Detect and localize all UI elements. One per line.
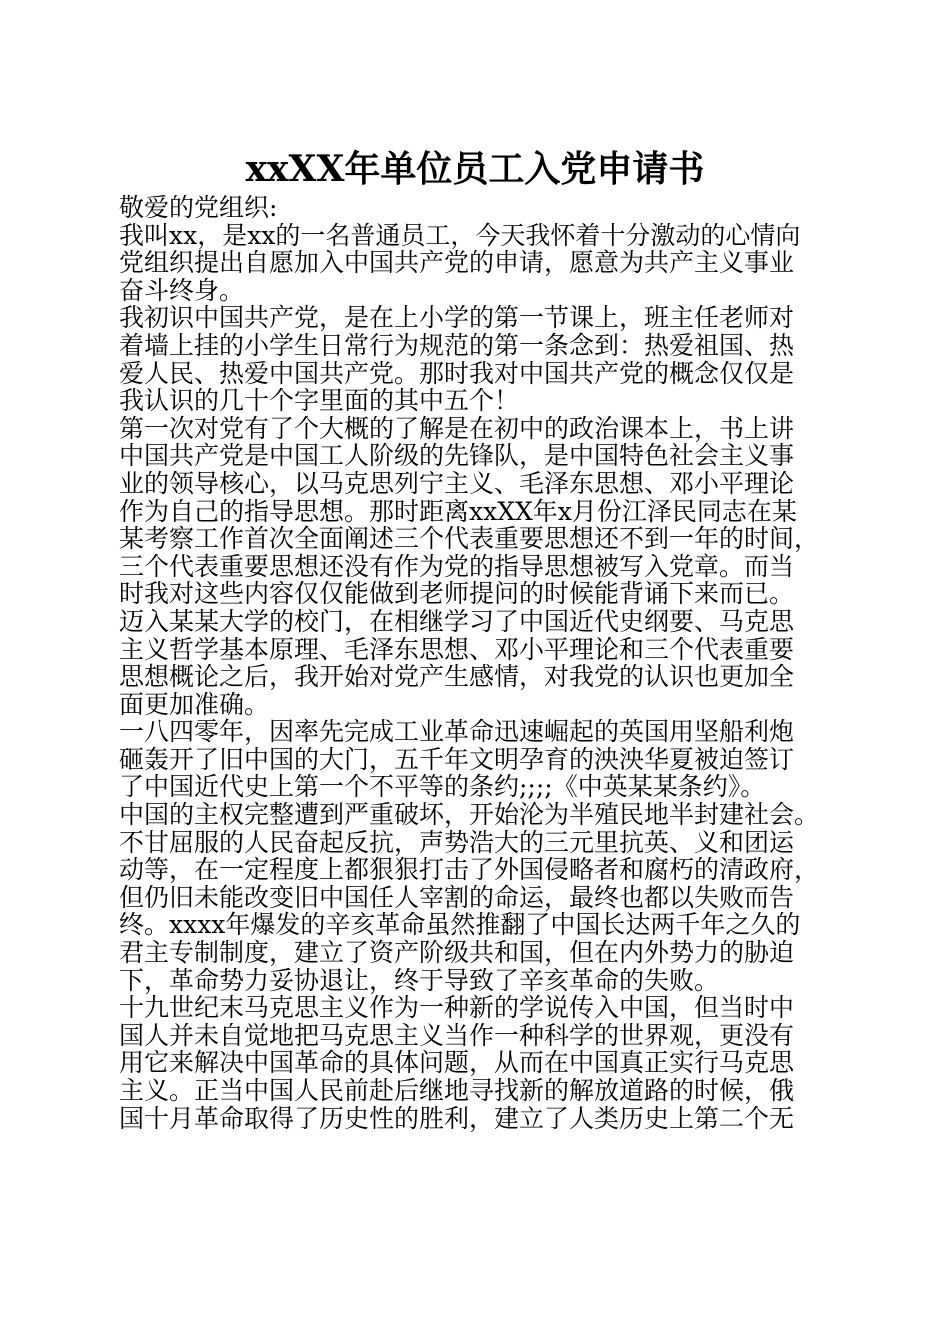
text-line: 三个代表重要思想还没有作为党的指导思想被写入党章。而当 xyxy=(119,551,795,581)
text-line: 我叫xx，是xx的一名普通员工，今天我怀着十分激动的心情向 xyxy=(119,220,801,250)
text-line: 第一次对党有了个大概的了解是在初中的政治课本上，书上讲 xyxy=(119,413,795,443)
text-line: 但仍旧未能改变旧中国任人宰割的命运，最终也都以失败而告 xyxy=(119,882,795,912)
text-line: 砸轰开了旧中国的大门，五千年文明孕育的泱泱华夏被迫签订 xyxy=(119,744,795,774)
text-line: 某考察工作首次全面阐述三个代表重要思想还不到一年的时间， xyxy=(119,524,820,554)
text-line: 着墙上挂的小学生日常行为规范的第一条念到：热爱祖国、热 xyxy=(119,330,795,360)
text-line: 用它来解决中国革命的具体问题，从而在中国真正实行马克思 xyxy=(119,1048,795,1078)
text-line: 时我对这些内容仅仅能做到老师提问的时候能背诵下来而已。 xyxy=(119,579,795,609)
text-line: 中国共产党是中国工人阶级的先锋队，是中国特色社会主义事 xyxy=(119,441,795,471)
text-line: 不甘屈服的人民奋起反抗，声势浩大的三元里抗英、义和团运 xyxy=(119,827,795,857)
text-line: 下，革命势力妥协退让，终于导致了辛亥革命的失败。 xyxy=(119,965,720,995)
text-line: 业的领导核心，以马克思列宁主义、毛泽东思想、邓小平理论 xyxy=(119,468,795,498)
text-line: 中国的主权完整遭到严重破坏，开始沦为半殖民地半封建社会。 xyxy=(119,800,820,830)
text-line: 面更加准确。 xyxy=(119,689,270,719)
text-line: 终。xxxx年爆发的辛亥革命虽然推翻了中国长达两千年之久的 xyxy=(119,910,801,940)
text-line: 十九世纪末马克思主义作为一种新的学说传入中国，但当时中 xyxy=(119,993,795,1023)
text-line: 思想概论之后，我开始对党产生感情，对我党的认识也更加全 xyxy=(119,662,795,692)
text-line: 奋斗终身。 xyxy=(119,275,245,305)
text-line: 国十月革命取得了历史性的胜利，建立了人类历史上第二个无 xyxy=(119,1103,795,1133)
text-line: 迈入某某大学的校门，在相继学习了中国近代史纲要、马克思 xyxy=(119,606,795,636)
text-line: 作为自己的指导思想。那时距离xxXX年x月份江泽民同志在某 xyxy=(119,496,797,526)
text-line: 了中国近代史上第一个不平等的条约;;;;《中英某某条约》。 xyxy=(119,772,766,802)
text-line: 爱人民、热爱中国共产党。那时我对中国共产党的概念仅仅是 xyxy=(119,358,795,388)
text-line: 主义。正当中国人民前赴后继地寻找新的解放道路的时候，俄 xyxy=(119,1076,795,1105)
text-line: 党组织提出自愿加入中国共产党的申请，愿意为共产主义事业 xyxy=(119,248,795,278)
text-line: 敬爱的党组织: xyxy=(119,193,278,222)
document-body xyxy=(119,194,839,1132)
text-line: 主义哲学基本原理、毛泽东思想、邓小平理论和三个代表重要 xyxy=(119,634,795,664)
text-line: 一八四零年，因率先完成工业革命迅速崛起的英国用坚船利炮 xyxy=(119,717,795,747)
text-line: 君主专制制度，建立了资产阶级共和国，但在内外势力的胁迫 xyxy=(119,938,795,968)
text-line: 我初识中国共产党，是在上小学的第一节课上，班主任老师对 xyxy=(119,303,795,333)
text-line: 动等，在一定程度上都狠狠打击了外国侵略者和腐朽的清政府， xyxy=(119,855,820,885)
document-title: xxXX年单位员工入党申请书 xyxy=(245,148,705,190)
text-line: 国人并未自觉地把马克思主义当作一种科学的世界观，更没有 xyxy=(119,1020,795,1050)
text-line: 我认识的几十个字里面的其中五个！ xyxy=(119,386,520,416)
